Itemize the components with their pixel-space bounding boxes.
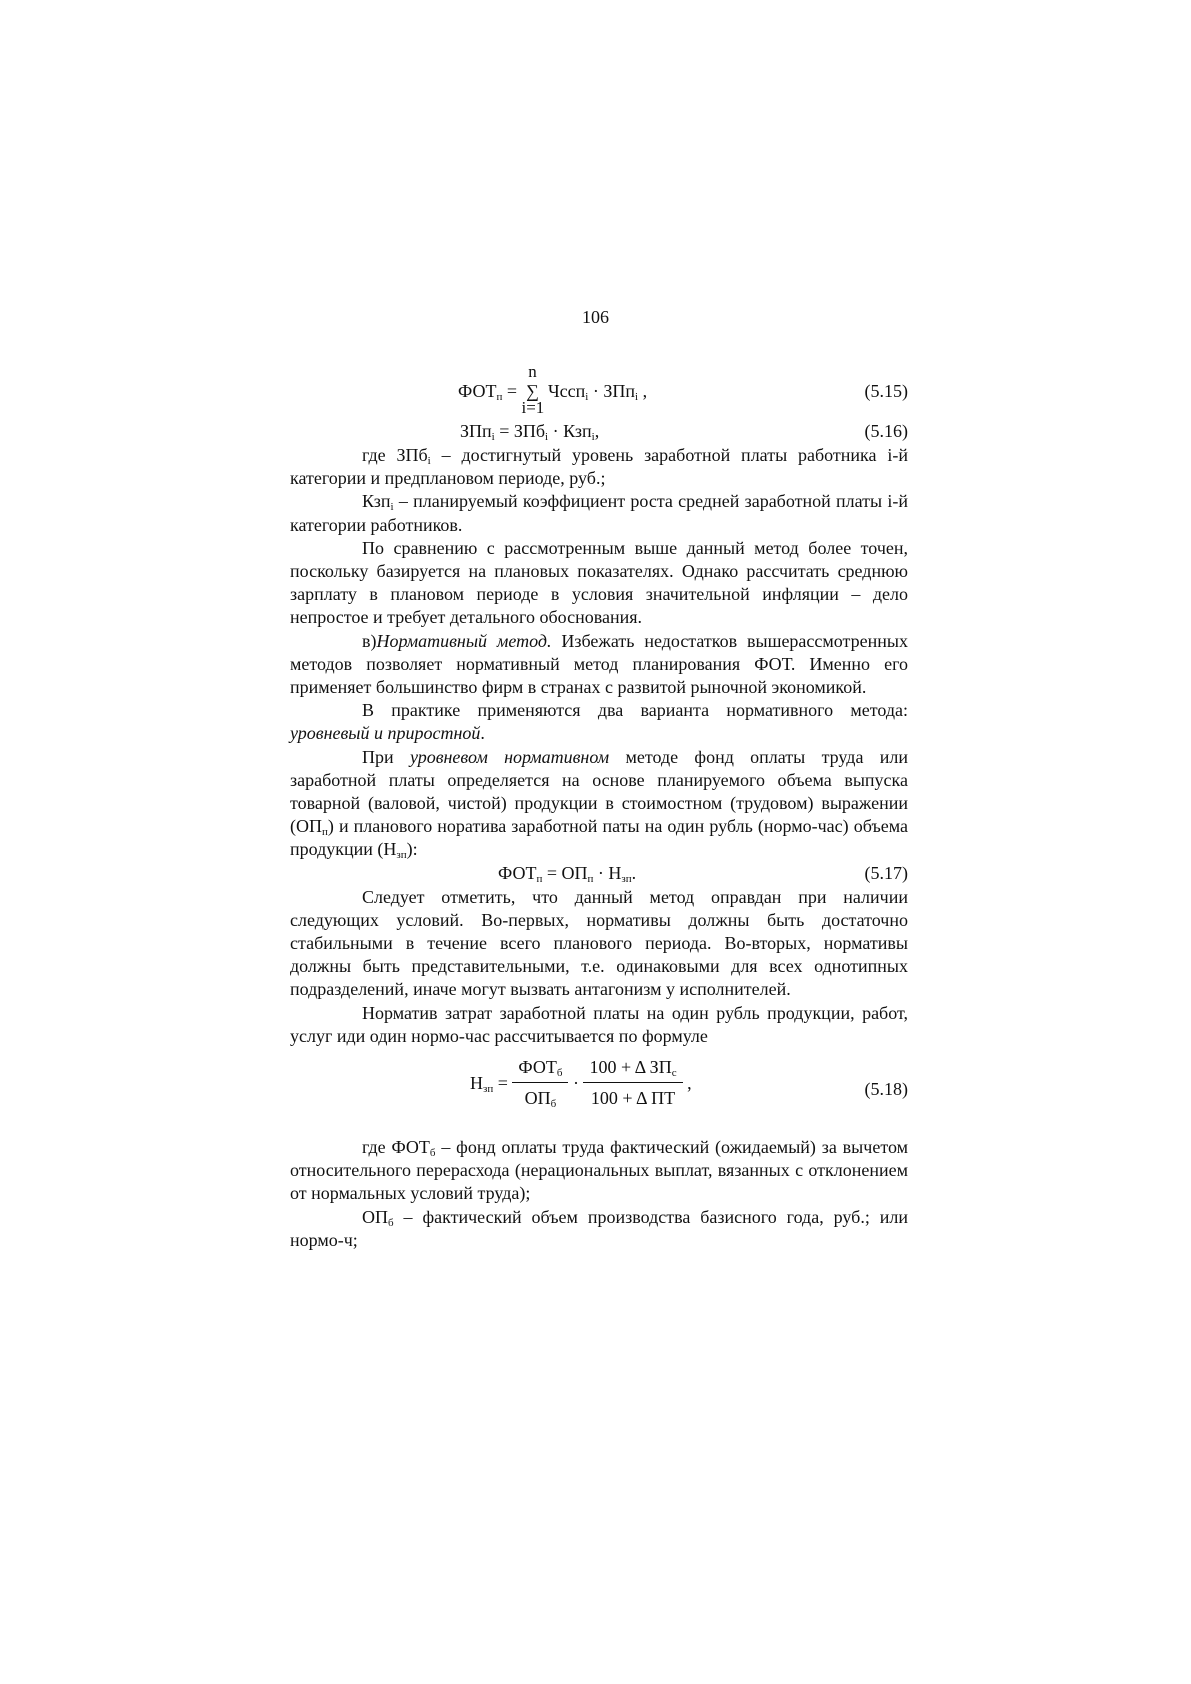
equation-5-15-body: $ФОТ_п$ = n ∑ i=1 Чссп$_i$ · ЗПп$_i$ , (458, 362, 648, 417)
equation-5-17-body: $ФОТ_п = ОП_п \cdot Н_{зп}$. (498, 862, 637, 885)
equation-5-15 (290, 362, 908, 420)
paragraph: Норматив затрат заработной платы на один рубль продукции, работ, услуг иди один нормо-час рассчитывается по формуле (290, 1002, 908, 1046)
equation-number: (5.16) (864, 421, 908, 441)
equation-5-17 (290, 862, 908, 886)
paragraph: При уровневом нормативном методе фонд оплаты труда или заработной платы определяется на основе планируемого объема выпуска товарной (валовой, чистой) продукции в стоимостном (трудовом) выражении $(ОП_п)$ и планового норатива заработной паты на один рубль (нормо-час) объема продукции $(Н_{зп})$: (290, 746, 908, 862)
equation-number: (5.18) (864, 1079, 908, 1100)
paragraph: Следует отметить, что данный метод оправдан при наличии следующих условий. Во-первых, нормативы должны быть достаточно стабильными в течение всего планового периода. Во-вторых, нормативы должны быть представительными, т.е. одинаковыми для всех однотипных подразделений, иначе могут вызвать антагонизм у исполнителей. (290, 886, 908, 1000)
paragraph: где ЗПб$_i$ – достигнутый уровень заработной платы работника i-й категории и предплановом периоде, руб.; (290, 445, 908, 489)
equation-number: (5.15) (864, 381, 908, 401)
equation-5-18 (290, 1050, 908, 1130)
page-content (290, 362, 908, 1252)
paragraph: Кзп$_i$ – планируемый коэффициент роста средней заработной платы i-й категории работников. (290, 491, 908, 535)
equation-5-16-body: ЗПп$_i$ = ЗПб$_i$ · Кзп$_i$, (460, 421, 600, 443)
page-number: 106 (582, 307, 609, 327)
paragraph: По сравнению с рассмотренным выше данный метод более точен, поскольку базируется на плановых показателях. Однако рассчитать среднюю зарплату в плановом периоде в условия значительной инфляции – дело непростое и требует детального обоснования. (290, 537, 908, 628)
equation-5-16 (290, 420, 908, 444)
paragraph: $ОП_б$ – фактический объем производства базисного года, руб.; или нормо-ч; (290, 1206, 908, 1250)
sum-operator: n ∑ i=1 (521, 362, 545, 417)
equation-number: (5.17) (864, 862, 908, 883)
paragraph: в)Нормативный метод. Избежать недостатков вышерассмотренных методов позволяет нормативный метод планирования ФОТ. Именно его применяет большинство фирм в странах с развитой рыночной экономикой. (290, 630, 908, 698)
paragraph: В практике применяются два варианта нормативного метода: уровневый и приростной. (290, 700, 908, 744)
fraction-fot-op: $\frac{ФОТ_б}{ОП_б}$ (512, 1056, 568, 1110)
fraction-growth: $\frac{100 + \Delta ЗП_с}{\text{100 + Δ ПТ}}$ (583, 1056, 682, 1110)
equation-5-18-body: $Н_{зп}$ = $\frac{ФОТ_б}{ОП_б}$ · $\frac{100 + \Delta ЗП_с}{\text{100 + Δ ПТ}}$ , (470, 1057, 692, 1111)
paragraph: где $ФОТ_б$ – фонд оплаты труда фактический (ожидаемый) за вычетом относительного перерасхода (нерациональных выплат, вязанных с отклонением от нормальных условий труда); (290, 1137, 908, 1204)
